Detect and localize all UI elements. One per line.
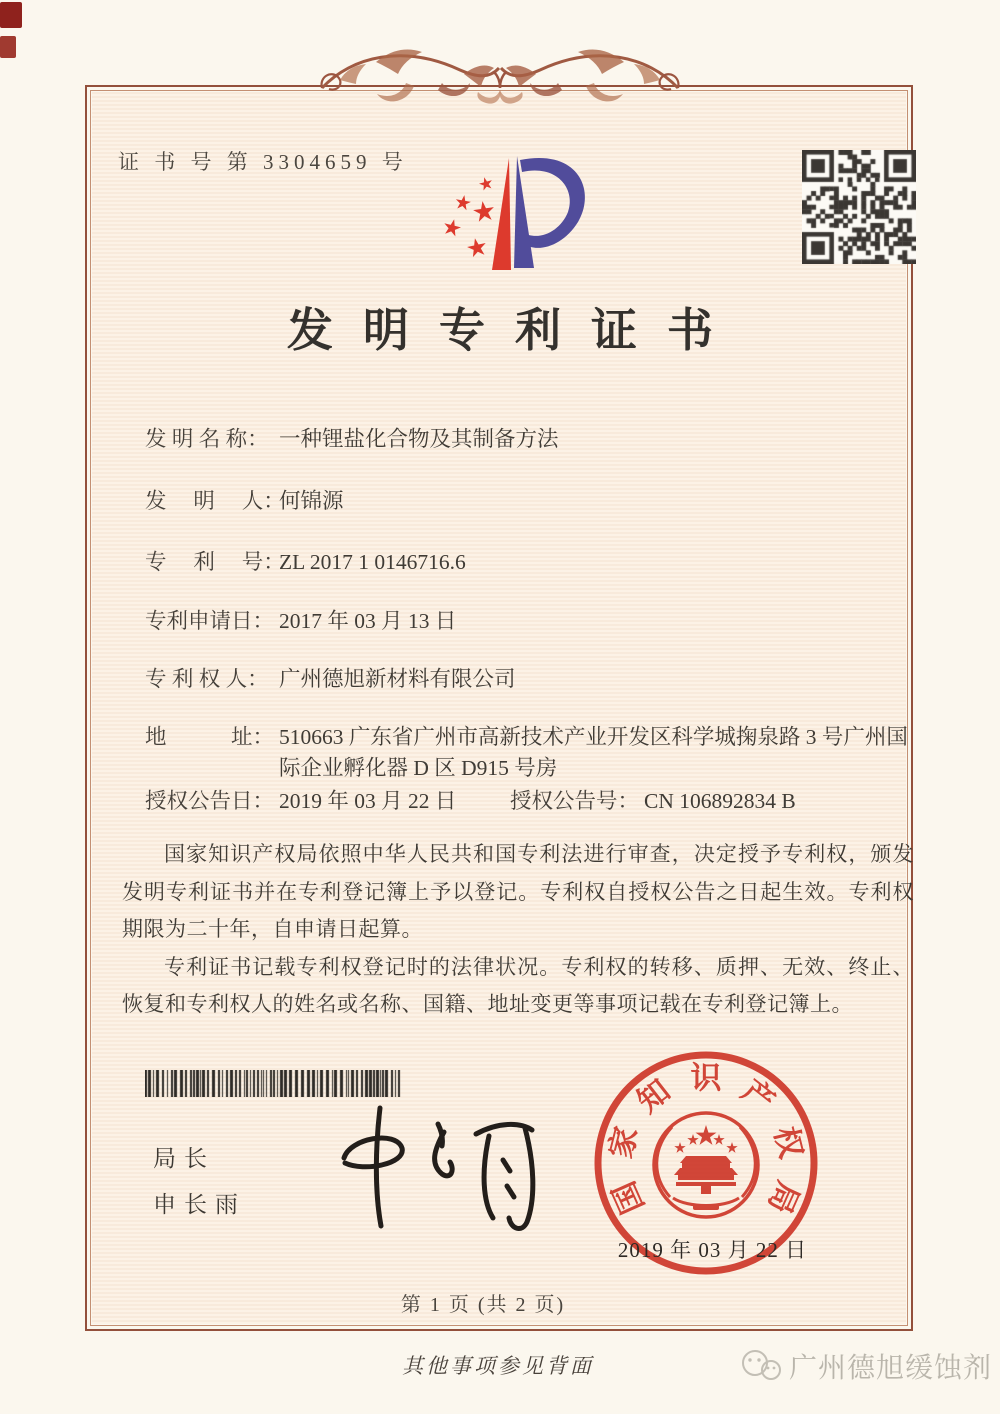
national-emblem (654, 1113, 758, 1217)
field-value: CN 106892834 B (644, 789, 796, 813)
field-invention-name (145, 424, 559, 455)
field-label: 专 利 号： (145, 550, 285, 574)
scan-artifact (0, 0, 26, 62)
field-label: 地 址： (145, 725, 275, 749)
qr-code (802, 150, 916, 264)
legal-paragraph-2: 专利证书记载专利权登记时的法律状况。专利权的转移、质押、无效、终止、恢复和专利权人的姓名或名称、国籍、地址变更等事项记载在专利登记簿上。 (122, 954, 914, 1016)
back-note: 其他事项参见背面 (402, 1354, 594, 1378)
page-number: 第 1 页 (共 2 页) (400, 1294, 566, 1316)
field-label: 专利申请日： (145, 609, 275, 633)
svg-text:产: 产 (735, 1072, 782, 1120)
scan-artifact-block (0, 2, 22, 28)
wechat-icon (739, 1348, 783, 1384)
field-value: 广州德旭新材料有限公司 (279, 667, 516, 691)
certificate-number: 证 书 号 第 3304659 号 (118, 150, 408, 174)
field-label: 专 利 权 人： (145, 667, 269, 691)
seal-date: 2019 年 03 月 22 日 (617, 1238, 808, 1262)
svg-text:家: 家 (602, 1123, 645, 1162)
field-label: 授权公告号： (510, 789, 640, 813)
legal-paragraph-1: 国家知识产权局依照中华人民共和国专利法进行审查，决定授予专利权，颁发发明专利证书并在专利登记簿上予以登记。专利权自授权公告之日起生效。专利权期限为二十年，自申请日起算。 (122, 842, 914, 941)
svg-text:知: 知 (630, 1072, 677, 1120)
svg-text:识: 识 (690, 1060, 722, 1096)
field-value: 一种锂盐化合物及其制备方法 (279, 427, 559, 451)
svg-text:权: 权 (767, 1123, 810, 1162)
field-address (145, 722, 915, 784)
watermark (739, 1346, 992, 1386)
director-signature (292, 1100, 548, 1238)
cnipa-logo (430, 140, 602, 292)
field-grant-date (145, 786, 796, 817)
scan-artifact-block (0, 36, 16, 58)
legal-text (122, 836, 914, 1024)
field-filing-date (145, 606, 456, 637)
svg-text:局: 局 (761, 1176, 806, 1219)
border-ornament (318, 28, 682, 140)
barcode (145, 1070, 403, 1097)
svg-text:国: 国 (606, 1176, 651, 1219)
field-value: ZL 2017 1 0146716.6 (279, 550, 466, 574)
watermark-text: 广州德旭缓蚀剂 (788, 1353, 992, 1384)
field-value: 510663 广东省广州市高新技术产业开发区科学城掬泉路 3 号广州国际企业孵化器 D 区 D915 号房 (279, 725, 908, 780)
field-patentee (145, 664, 516, 695)
field-label: 发 明 人： (145, 489, 285, 513)
field-value: 何锦源 (279, 489, 344, 513)
field-label: 发 明 名 称： (145, 427, 269, 451)
certificate-title: 发明专利证书 (287, 305, 743, 356)
field-label: 授权公告日： (145, 789, 275, 813)
field-grant-number (510, 786, 796, 817)
director-title: 局长 (153, 1146, 215, 1171)
field-value: 2017 年 03 月 13 日 (279, 609, 457, 633)
field-patent-number (145, 547, 466, 578)
field-value: 2019 年 03 月 22 日 (279, 789, 457, 813)
field-inventor (145, 486, 344, 517)
director-name: 申长雨 (153, 1192, 246, 1217)
